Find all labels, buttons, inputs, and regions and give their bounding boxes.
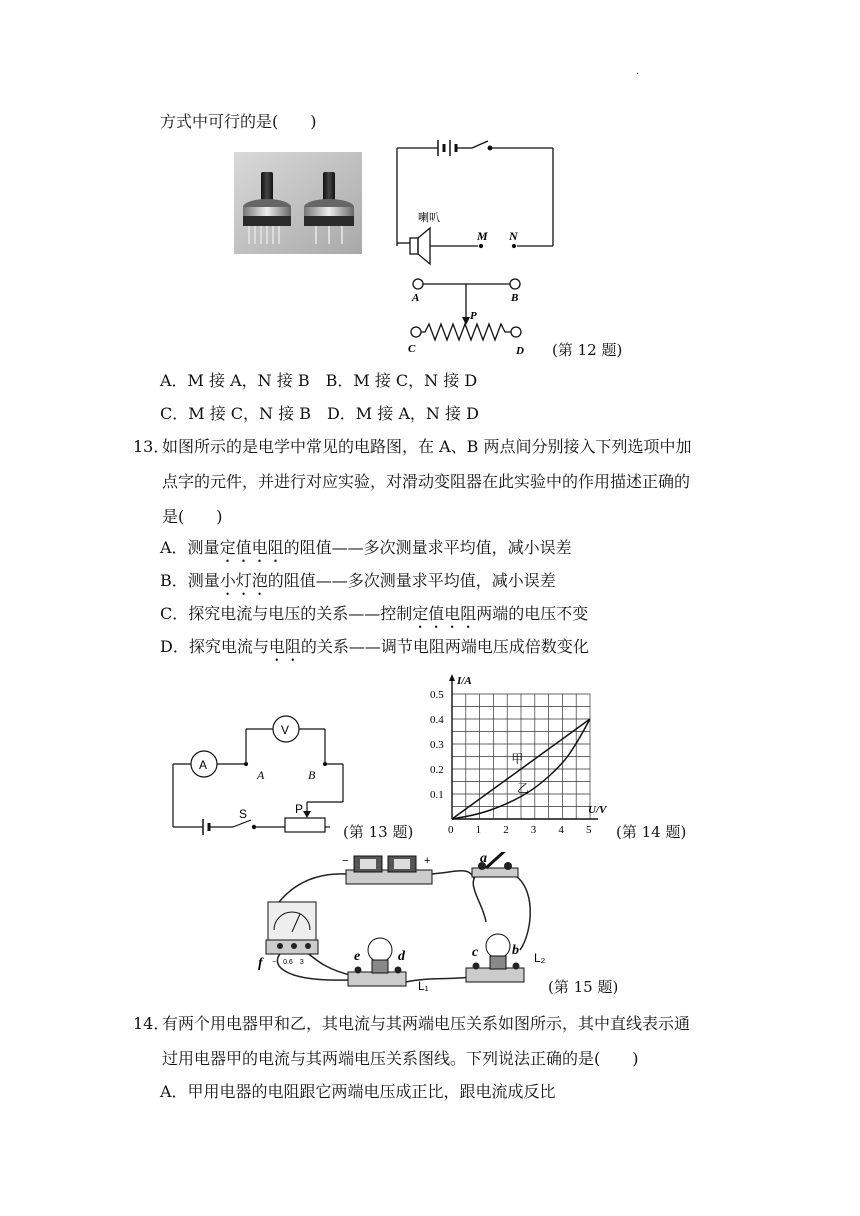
q13-option-a (160, 538, 572, 566)
y-tick-label: 0.5 (430, 689, 444, 701)
q13-option-d-pre: D．探究电流与 (160, 637, 269, 656)
terminal-b-label: b (512, 943, 519, 958)
voltmeter-label: V (281, 723, 290, 737)
y-axis-label: I/A (457, 675, 472, 687)
q12-stem-tail: 方式中可行的是( ) (160, 112, 317, 131)
ammeter-label: A (199, 758, 208, 772)
terminal-e-label: e (354, 949, 361, 964)
q13-number: 13． (133, 437, 170, 456)
q13-option-d-post: 的关系——调节电阻两端电压成倍数变化 (300, 637, 589, 656)
ammeter-terminals: − 0.6 3 (272, 959, 304, 966)
terminal-d-label: d (398, 949, 405, 964)
q12-options-cd: C．M 接 C，N 接 B D．M 接 A，N 接 D (160, 404, 479, 423)
x-tick-label: 0 (448, 824, 454, 836)
x-tick-label: 5 (586, 824, 592, 836)
point-c-label: C (408, 343, 416, 355)
point-n-label: N (509, 229, 518, 243)
q14-option-a: A．甲用电器的电阻跟它两端电压成正比，跟电流成反比 (160, 1082, 556, 1101)
q13-caption: (第 13 题) (343, 823, 414, 841)
potentiometer-photo (234, 152, 362, 254)
series-label-yi: 乙 (517, 781, 530, 796)
point-m-label: M (477, 229, 488, 243)
q15-physical-circuit (258, 852, 558, 997)
battery-plus: + (424, 855, 431, 867)
terminal-f-label: f (258, 956, 263, 971)
x-axis-label: U/V (588, 804, 607, 816)
q13-option-b-pre: B．测量 (160, 571, 220, 590)
point-b-label: B (511, 292, 519, 304)
q12-circuit-diagram (390, 135, 560, 360)
q12-caption: (第 12 题) (552, 341, 623, 359)
x-tick-label: 1 (475, 824, 482, 836)
q13-option-b-dotted: 小灯泡 (219, 571, 268, 590)
q13-point-a-label: A (257, 768, 265, 782)
q15-caption: (第 15 题) (548, 978, 619, 996)
q13-option-d-dotted: 电阻 (268, 637, 301, 656)
q13-option-b (160, 571, 556, 599)
q13-option-c-post: 两端的电压不变 (476, 604, 589, 623)
q13-option-c (160, 604, 588, 632)
q12-options-ab: A．M 接 A，N 接 B B．M 接 C，N 接 D (160, 371, 478, 390)
q13-option-b-post: 的阻值——多次测量求平均值，减小误差 (267, 571, 556, 590)
q13-option-c-pre: C．探究电流与电压的关系——控制 (160, 604, 413, 623)
q14-stem-line2: 过用电器甲的电流与其两端电压关系图线。下列说法正确的是( ) (162, 1049, 639, 1068)
y-tick-label: 0.1 (430, 789, 444, 801)
slider-p-label-13: P (295, 802, 304, 816)
slider-p-label: P (470, 310, 477, 322)
x-tick-label: 4 (558, 824, 564, 836)
q13-option-d (160, 637, 589, 665)
q13-stem-line3: 是( ) (162, 507, 223, 526)
speaker-label: 喇叭 (418, 212, 440, 224)
q14-number: 14． (133, 1014, 170, 1033)
x-tick-label: 2 (503, 824, 509, 836)
q13-stem-line2: 点字的元件，并进行对应实验，对滑动变阻器在此实验中的作用描述正确的 (162, 472, 691, 491)
q13-option-a-dotted: 定值电阻 (219, 538, 284, 557)
switch-s-label: S (239, 807, 248, 821)
lamp-l1-label: L₁ (418, 979, 429, 993)
q14-stem-line1: 有两个用电器甲和乙，其电流与其两端电压关系如图所示，其中直线表示通 (162, 1014, 691, 1033)
point-d-label: D (516, 345, 524, 357)
y-tick-label: 0.4 (430, 714, 444, 726)
q13-option-a-post: 的阻值——多次测量求平均值，减小误差 (283, 538, 572, 557)
point-a-label: A (412, 292, 420, 304)
q14-caption: (第 14 题) (616, 823, 687, 841)
switch-a-label: a (480, 852, 487, 866)
page-mark: . (636, 66, 640, 77)
battery-minus: − (342, 855, 349, 867)
q13-option-c-dotted: 定值电阻 (412, 604, 477, 623)
y-axis-arrow (449, 674, 455, 681)
q14-iu-chart (424, 673, 620, 838)
series-label-jia: 甲 (511, 752, 524, 766)
x-tick-label: 3 (530, 824, 537, 836)
q13-stem-line1: 如图所示的是电学中常见的电路图，在 A、B 两点间分别接入下列选项中加 (162, 437, 692, 456)
q13-point-b-label: B (308, 768, 316, 782)
y-tick-label: 0.2 (430, 764, 444, 776)
lamp-l2-label: L₂ (534, 951, 546, 965)
q13-option-a-pre: A．测量 (160, 538, 220, 557)
terminal-c-label: c (472, 945, 479, 960)
q13-circuit-diagram (165, 712, 345, 837)
y-tick-label: 0.3 (430, 739, 444, 751)
